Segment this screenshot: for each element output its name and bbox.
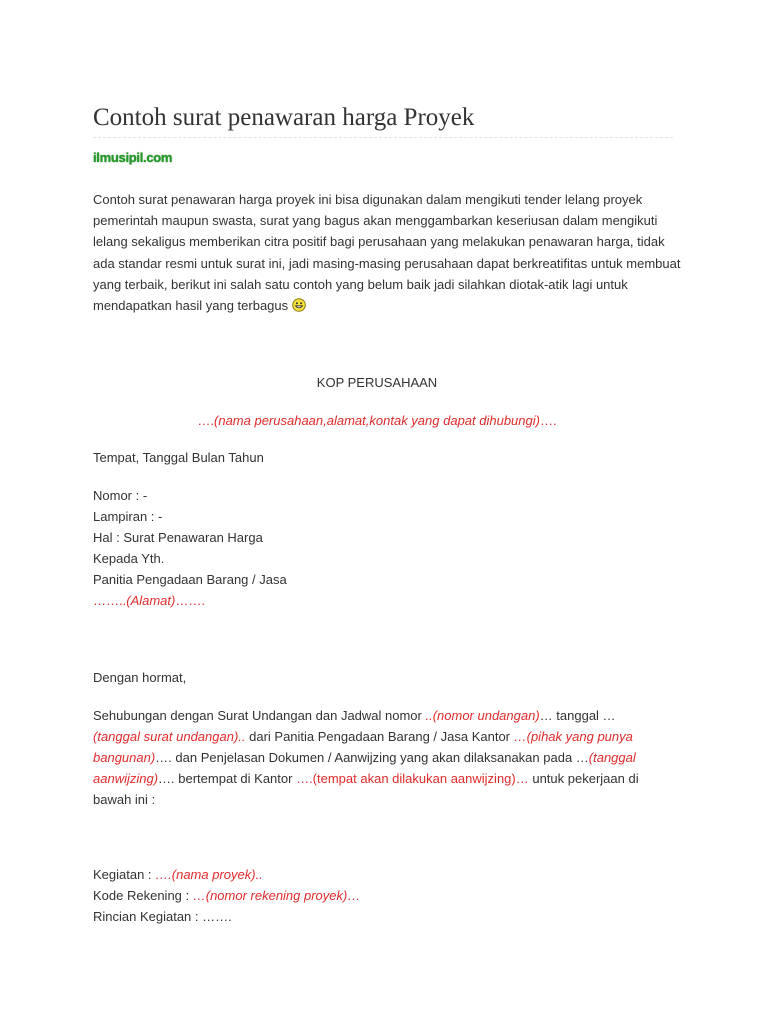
letter-header-lines — [93, 485, 287, 611]
site-logo: ilmusipil.com — [93, 150, 173, 165]
activity-lines — [93, 864, 360, 927]
kop-heading: KOP PERUSAHAAN — [316, 375, 438, 390]
kop-detail: ….(nama perusahaan,alamat,kontak yang dapat dihubungi)…. — [197, 413, 557, 428]
greeting: Dengan hormat, — [93, 670, 187, 685]
page-title: Contoh surat penawaran harga Proyek — [93, 104, 475, 131]
hal-line: Hal : Surat Penawaran Harga — [93, 530, 263, 545]
body-paragraph: Sehubungan dengan Surat Undangan dan Jadwal nomor ..(nomor undangan)… tanggal … (tanggal surat undangan).. dari Panitia Pengadaan Barang / Jasa Kantor …(pihak yang punya bangunan)…. dan Penjelasan Dokumen / Aanwijzing yang akan dilaksanakan pada …(tanggal aanwijzing)…. bertempat di Kantor ….(tempat akan dilakukan aanwijzing)… untuk pekerjaan di bawah ini : — [93, 708, 639, 807]
intro-paragraph — [93, 189, 683, 316]
lampiran-line: Lampiran : - — [93, 509, 163, 524]
kegiatan-line: Kegiatan : ….(nama proyek).. — [93, 867, 263, 882]
smiley-icon — [292, 298, 306, 312]
nomor-line: Nomor : - — [93, 488, 148, 503]
alamat-line: ……..(Alamat)……. — [93, 593, 205, 608]
rincian-line: Rincian Kegiatan : ……. — [93, 909, 232, 924]
kode-rekening-line: Kode Rekening : …(nomor rekening proyek)… — [93, 888, 361, 903]
panitia-line: Panitia Pengadaan Barang / Jasa — [93, 572, 287, 587]
place-date: Tempat, Tanggal Bulan Tahun — [93, 450, 264, 465]
kepada-line: Kepada Yth. — [93, 551, 165, 566]
intro-text: Contoh surat penawaran harga proyek ini bisa digunakan dalam mengikuti tender lelang proyek pemerintah maupun swasta, surat yang bagus akan menggambarkan keseriusan dalam mengikuti lelang sekaligus memberikan citra positif bagi perusahaan yang melakukan penawaran harga, tidak ada standar resmi untuk surat ini, jadi masing-masing perusahaan dapat berkreatifitas untuk membuat yang terbaik, berikut ini salah satu contoh yang belum baik jadi silahkan diotak-atik lagi untuk mendapatkan hasil yang terbagus — [93, 192, 681, 314]
title-divider — [93, 137, 673, 138]
